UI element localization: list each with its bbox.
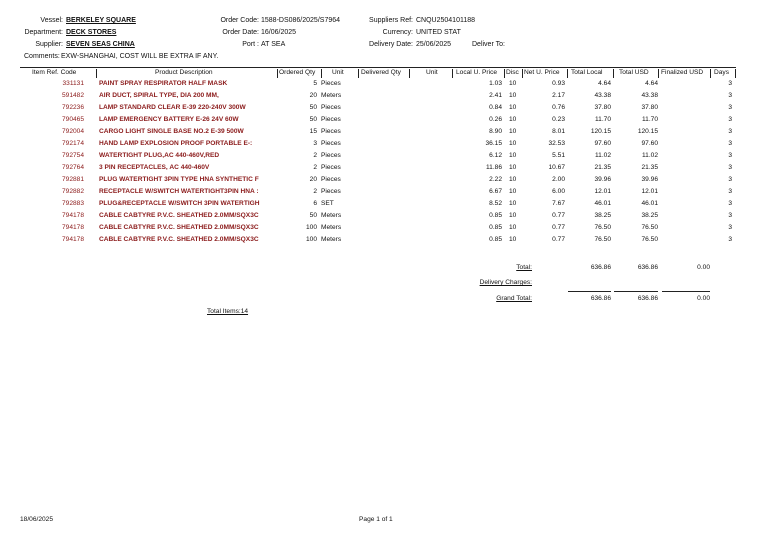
col-delivered-qty: Delivered Qty (361, 69, 401, 76)
cell-days: 3 (728, 188, 732, 195)
cell-unit: Meters (321, 236, 342, 243)
cell-disc: 10 (509, 200, 517, 207)
cell-local-price: 8.52 (489, 200, 502, 207)
cell-description: PLUG&RECEPTACLE W/SWITCH 3PIN WATERTIGH (99, 200, 260, 207)
cell-disc: 10 (509, 176, 517, 183)
suppliers-ref-label: Suppliers Ref: (369, 17, 413, 24)
cell-item-ref: 792754 (61, 152, 84, 159)
col-net-price: Net U. Price (524, 69, 560, 76)
col-local-price: Local U. Price (456, 69, 498, 76)
col-separator (504, 69, 505, 78)
cell-total-usd: 37.80 (641, 104, 658, 111)
cell-item-ref: 790465 (61, 116, 84, 123)
cell-description: HAND LAMP EXPLOSION PROOF PORTABLE E-: (99, 140, 253, 147)
cell-total-local: 97.60 (594, 140, 611, 147)
cell-ordered-qty: 2 (313, 152, 317, 159)
cell-ordered-qty: 2 (313, 164, 317, 171)
cell-net-price: 0.23 (552, 116, 565, 123)
cell-net-price: 0.93 (552, 80, 565, 87)
department-label: Department: (24, 29, 63, 36)
order-code-value: 1588-DS086/2025/S7964 (261, 17, 341, 24)
cell-ordered-qty: 20 (309, 176, 317, 183)
cell-total-local: 38.25 (594, 212, 611, 219)
vessel-label: Vessel: (40, 17, 63, 24)
cell-local-price: 0.84 (489, 104, 502, 111)
col-disc: Disc (506, 69, 519, 76)
deliver-to-label: Deliver To: (472, 41, 505, 48)
cell-total-local: 46.01 (594, 200, 611, 207)
footer-date: 18/06/2025 (20, 516, 54, 523)
cell-unit: Pieces (321, 128, 341, 135)
cell-days: 3 (728, 92, 732, 99)
cell-unit: Meters (321, 212, 342, 219)
delivery-charges-label: Delivery Charges: (479, 279, 532, 286)
cell-unit: Pieces (321, 80, 341, 87)
cell-item-ref: 792004 (61, 128, 84, 135)
col-separator (96, 69, 97, 78)
cell-days: 3 (728, 140, 732, 147)
cell-ordered-qty: 5 (313, 80, 317, 87)
cell-local-price: 0.85 (489, 224, 502, 231)
grand-total-finalized: 0.00 (697, 295, 710, 302)
currency-label: Currency: (382, 29, 413, 36)
cell-disc: 10 (509, 224, 517, 231)
currency-value: UNITED STAT (416, 29, 461, 36)
table-row (0, 152, 768, 163)
cell-total-local: 11.70 (594, 116, 611, 123)
col-separator (358, 69, 359, 78)
cell-days: 3 (728, 104, 732, 111)
cell-unit: Meters (321, 224, 342, 231)
cell-description: LAMP STANDARD CLEAR E-39 220-240V 300W (99, 104, 246, 111)
col-ordered-qty: Ordered Qty (279, 69, 316, 76)
cell-net-price: 0.77 (552, 212, 565, 219)
col-separator (452, 69, 453, 78)
cell-description: PAINT SPRAY RESPIRATOR HALF MASK (99, 80, 228, 87)
cell-disc: 10 (509, 236, 517, 243)
cell-total-local: 76.50 (594, 236, 611, 243)
delivery-date-label: Delivery Date: (369, 41, 413, 48)
cell-total-local: 39.96 (594, 176, 611, 183)
cell-local-price: 0.85 (489, 212, 502, 219)
cell-total-usd: 11.02 (641, 152, 658, 159)
col-total-local: Total Local (571, 69, 603, 76)
cell-local-price: 1.03 (489, 80, 502, 87)
grand-total-rule (662, 291, 710, 292)
cell-ordered-qty: 50 (309, 212, 317, 219)
cell-net-price: 0.77 (552, 236, 565, 243)
total-local: 636.86 (590, 264, 611, 271)
cell-net-price: 7.67 (552, 200, 565, 207)
cell-ordered-qty: 20 (309, 92, 317, 99)
cell-days: 3 (728, 212, 732, 219)
cell-local-price: 8.90 (489, 128, 502, 135)
cell-item-ref: 591482 (61, 92, 84, 99)
cell-total-local: 120.15 (590, 128, 611, 135)
col-separator (710, 69, 711, 78)
table-row (0, 224, 768, 235)
table-row (0, 200, 768, 211)
table-row (0, 92, 768, 103)
cell-days: 3 (728, 200, 732, 207)
supplier-value: SEVEN SEAS CHINA (66, 41, 135, 48)
cell-total-usd: 43.38 (641, 92, 658, 99)
cell-local-price: 6.12 (489, 152, 502, 159)
cell-days: 3 (728, 80, 732, 87)
cell-description: CABLE CABTYRE P.V.C. SHEATHED 2.0MM/SQX3C (99, 236, 259, 243)
grand-total-usd: 636.86 (637, 295, 658, 302)
cell-local-price: 11.86 (485, 164, 502, 171)
table-row (0, 116, 768, 127)
cell-ordered-qty: 100 (305, 236, 317, 243)
cell-total-usd: 76.50 (641, 236, 658, 243)
grand-total-local: 636.86 (590, 295, 611, 302)
cell-total-local: 37.80 (594, 104, 611, 111)
cell-local-price: 0.26 (489, 116, 502, 123)
table-row (0, 236, 768, 247)
cell-local-price: 36.15 (485, 140, 502, 147)
cell-disc: 10 (509, 140, 517, 147)
cell-ordered-qty: 50 (309, 104, 317, 111)
cell-net-price: 8.01 (552, 128, 565, 135)
cell-local-price: 0.85 (489, 236, 502, 243)
vessel-value: BERKELEY SQUARE (66, 17, 136, 24)
table-row (0, 212, 768, 223)
cell-total-local: 21.35 (594, 164, 611, 171)
cell-disc: 10 (509, 188, 517, 195)
cell-item-ref: 792174 (61, 140, 84, 147)
cell-total-usd: 97.60 (641, 140, 658, 147)
cell-item-ref: 794178 (61, 212, 84, 219)
cell-description: CARGO LIGHT SINGLE BASE NO.2 E-39 500W (99, 128, 244, 135)
cell-local-price: 6.67 (489, 188, 502, 195)
cell-disc: 10 (509, 80, 517, 87)
cell-ordered-qty: 3 (313, 140, 317, 147)
order-code-label: Order Code: (220, 17, 259, 24)
cell-disc: 10 (509, 152, 517, 159)
col-finalized-usd: Finalized USD (661, 69, 704, 76)
col-separator (321, 69, 322, 78)
cell-total-usd: 39.96 (641, 176, 658, 183)
cell-days: 3 (728, 116, 732, 123)
table-row (0, 128, 768, 139)
cell-net-price: 6.00 (552, 188, 565, 195)
cell-ordered-qty: 50 (309, 116, 317, 123)
cell-disc: 10 (509, 164, 517, 171)
col-separator (567, 69, 568, 78)
cell-net-price: 2.00 (552, 176, 565, 183)
cell-days: 3 (728, 176, 732, 183)
cell-description: WATERTIGHT PLUG,AC 440-460V,RED (99, 152, 220, 159)
total-items: Total Items:14 (207, 308, 249, 315)
cell-total-usd: 76.50 (641, 224, 658, 231)
cell-unit: Pieces (321, 164, 341, 171)
cell-net-price: 10.67 (548, 164, 565, 171)
cell-disc: 10 (509, 128, 517, 135)
cell-unit: Pieces (321, 176, 341, 183)
cell-unit: SET (321, 200, 334, 207)
comments-label: Comments: (24, 53, 60, 60)
cell-total-local: 43.38 (594, 92, 611, 99)
cell-unit: Pieces (321, 188, 341, 195)
cell-total-usd: 38.25 (641, 212, 658, 219)
cell-total-usd: 21.35 (641, 164, 658, 171)
cell-item-ref: 792881 (61, 176, 84, 183)
col-separator (409, 69, 410, 78)
cell-unit: Pieces (321, 152, 341, 159)
table-row (0, 188, 768, 199)
cell-days: 3 (728, 152, 732, 159)
port-value: AT SEA (261, 41, 286, 48)
table-row (0, 80, 768, 91)
cell-description: CABLE CABTYRE P.V.C. SHEATHED 2.0MM/SQX3C (99, 212, 259, 219)
order-date-value: 16/06/2025 (261, 29, 297, 36)
cell-total-usd: 12.01 (641, 188, 658, 195)
table-row (0, 164, 768, 175)
total-usd: 636.86 (637, 264, 658, 271)
cell-item-ref: 792882 (61, 188, 84, 195)
cell-total-local: 11.02 (594, 152, 611, 159)
cell-ordered-qty: 2 (313, 188, 317, 195)
cell-days: 3 (728, 236, 732, 243)
cell-unit: Meters (321, 92, 342, 99)
cell-disc: 10 (509, 212, 517, 219)
cell-item-ref: 792764 (61, 164, 84, 171)
col-total-usd: Total USD (619, 69, 649, 76)
cell-net-price: 2.17 (552, 92, 565, 99)
col-separator (277, 69, 278, 78)
table-row (0, 104, 768, 115)
cell-net-price: 5.51 (552, 152, 565, 159)
col-separator (658, 69, 659, 78)
cell-disc: 10 (509, 116, 517, 123)
col-item-ref: Item Ref. Code (32, 69, 77, 76)
suppliers-ref-value: CNQU2504101188 (416, 17, 476, 24)
cell-unit: Pieces (321, 116, 341, 123)
cell-item-ref: 792236 (61, 104, 84, 111)
cell-days: 3 (728, 164, 732, 171)
cell-net-price: 32.53 (548, 140, 565, 147)
order-date-label: Order Date: (222, 29, 259, 36)
col-description: Product Description (155, 69, 213, 76)
cell-disc: 10 (509, 92, 517, 99)
grand-total-label: Grand Total: (496, 295, 532, 302)
comments-value: EXW-SHANGHAI, COST WILL BE EXTRA IF ANY. (61, 53, 219, 60)
total-finalized: 0.00 (697, 264, 710, 271)
col-days: Days (714, 69, 730, 76)
cell-ordered-qty: 15 (309, 128, 317, 135)
cell-total-usd: 4.64 (645, 80, 658, 87)
col-unit: Unit (332, 69, 344, 76)
cell-item-ref: 792883 (61, 200, 84, 207)
cell-days: 3 (728, 224, 732, 231)
delivery-date-value: 25/06/2025 (416, 41, 452, 48)
cell-total-local: 76.50 (594, 224, 611, 231)
cell-local-price: 2.22 (489, 176, 502, 183)
grand-total-rule (614, 291, 658, 292)
col-separator (613, 69, 614, 78)
cell-local-price: 2.41 (489, 92, 502, 99)
cell-unit: Pieces (321, 140, 341, 147)
header-top-rule (20, 67, 736, 68)
cell-description: PLUG WATERTIGHT 3PIN TYPE HNA SYNTHETIC F (99, 176, 259, 183)
total-label: Total: (516, 264, 532, 271)
port-label: Port : (242, 41, 259, 48)
cell-total-usd: 11.70 (641, 116, 658, 123)
cell-description: AIR DUCT, SPIRAL TYPE, DIA 200 MM, (99, 92, 219, 99)
col-separator (522, 69, 523, 78)
cell-description: LAMP EMERGENCY BATTERY E-26 24V 60W (99, 116, 239, 123)
cell-ordered-qty: 100 (305, 224, 317, 231)
cell-net-price: 0.76 (552, 104, 565, 111)
col-separator (735, 69, 736, 78)
cell-total-local: 12.01 (594, 188, 611, 195)
cell-description: 3 PIN RECEPTACLES, AC 440-460V (99, 164, 210, 171)
cell-disc: 10 (509, 104, 517, 111)
cell-description: CABLE CABTYRE P.V.C. SHEATHED 2.0MM/SQX3C (99, 224, 259, 231)
cell-item-ref: 331131 (62, 80, 84, 87)
cell-net-price: 0.77 (552, 224, 565, 231)
table-row (0, 176, 768, 187)
grand-total-rule (568, 291, 611, 292)
cell-description: RECEPTACLE W/SWITCH WATERTIGHT3PIN HNA : (99, 188, 259, 195)
cell-days: 3 (728, 128, 732, 135)
table-row (0, 140, 768, 151)
cell-total-usd: 120.15 (637, 128, 658, 135)
page-number: Page 1 of 1 (359, 516, 393, 523)
cell-item-ref: 794178 (61, 236, 84, 243)
cell-total-usd: 46.01 (641, 200, 658, 207)
cell-item-ref: 794178 (61, 224, 84, 231)
col-unit-2: Unit (426, 69, 438, 76)
cell-total-local: 4.64 (598, 80, 611, 87)
cell-ordered-qty: 6 (313, 200, 317, 207)
department-value: DECK STORES (66, 29, 117, 36)
cell-unit: Pieces (321, 104, 341, 111)
supplier-label: Supplier: (35, 41, 63, 48)
